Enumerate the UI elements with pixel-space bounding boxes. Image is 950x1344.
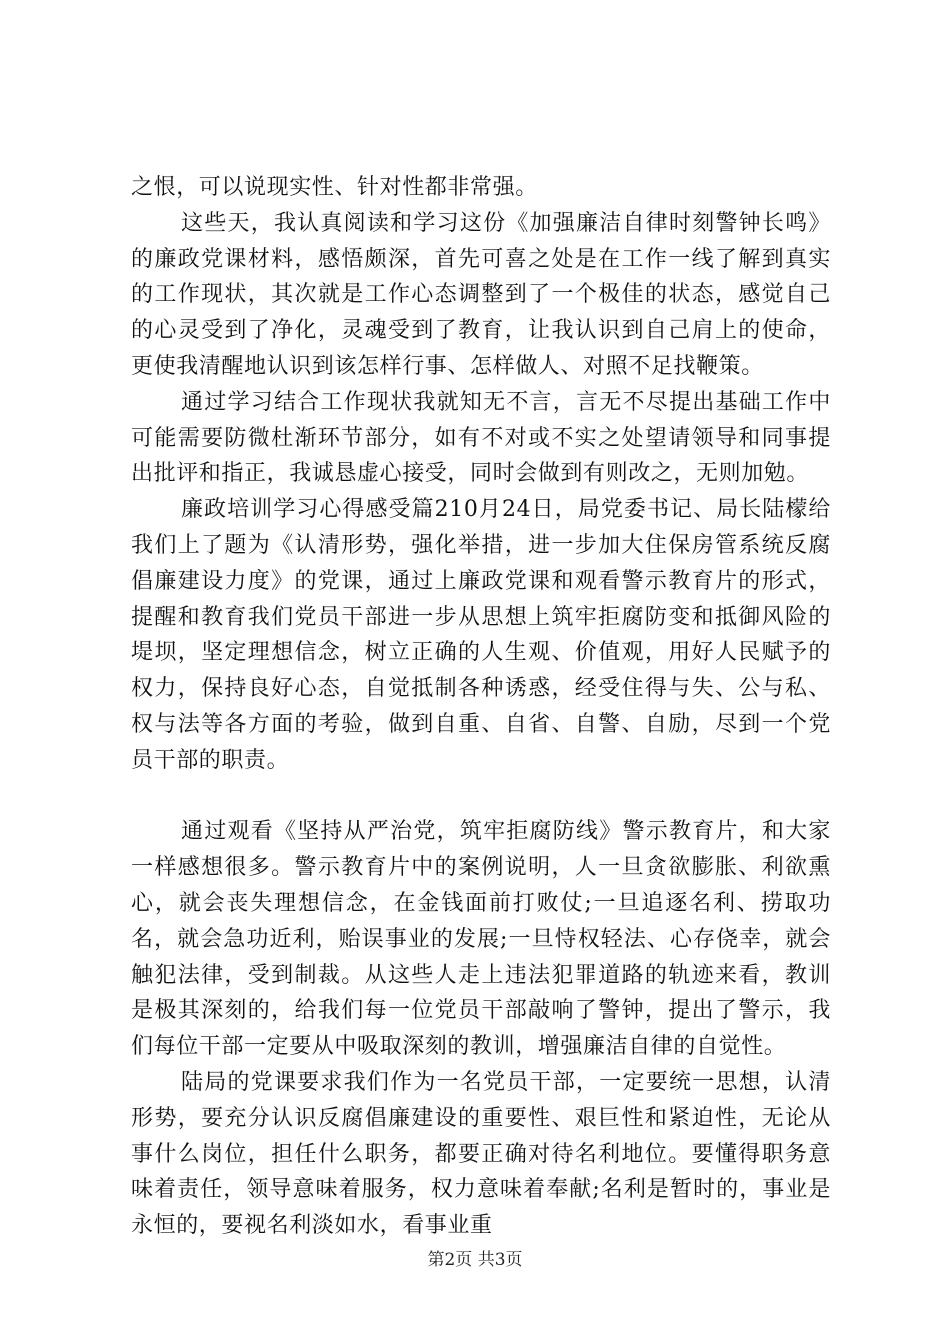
page-number-footer: 第2页 共3页: [427, 1250, 523, 1270]
paragraph-continuation: 之恨，可以说现实性、针对性都非常强。: [131, 175, 538, 200]
paragraph: 这些天，我认真阅读和学习这份《加强廉洁自律时刻警钟长鸣》的廉政党课材料，感悟颇深，首先可喜之处是在工作一线了解到真实的工作现状，其次就是工作心态调整到了一个极佳的状态，感觉自己的心灵受到了净化，灵魂受到了教育，让我认识到自己肩上的使命，更使我清醒地认识到该怎样行事、怎样做人、对照不足找鞭策。: [131, 210, 831, 379]
paragraph: 通过观看《坚持从严治党，筑牢拒腐防线》警示教育片，和大家一样感想很多。警示教育片中的案例说明，人一旦贪欲膨胀、利欲熏心，就会丧失理想信念，在金钱面前打败仗;一旦追逐名利、捞取功名，就会急功近利，贻误事业的发展;一旦恃权轻法、心存侥幸，就会触犯法律，受到制裁。从这些人走上违法犯罪道路的轨迹来看，教训是极其深刻的，给我们每一位党员干部敲响了警钟，提出了警示，我们每位干部一定要从中吸取深刻的教训，增强廉洁自律的自觉性。: [131, 819, 831, 1060]
paragraph: 通过学习结合工作现状我就知无不言，言无不尽提出基础工作中可能需要防微杜渐环节部分，如有不对或不实之处望请领导和同事提出批评和指正，我诚恳虚心接受，同时会做到有则改之，无则加勉。: [131, 389, 831, 487]
paragraph: 廉政培训学习心得感受篇210月24日，局党委书记、局长陆檬给我们上了题为《认清形势，强化举措，进一步加大住保房管系统反腐倡廉建设力度》的党课，通过上廉政党课和观看警示教育片的形式，提醒和教育我们党员干部进一步从思想上筑牢拒腐防变和抵御风险的堤坝，坚定理想信念，树立正确的人生观、价值观，用好人民赋予的权力，保持良好心态，自觉抵制各种诱惑，经受住得与失、公与私、权与法等各方面的考验，做到自重、自省、自警、自励，尽到一个党员干部的职责。: [131, 497, 831, 773]
paragraph: 陆局的党课要求我们作为一名党员干部，一定要统一思想，认清形势，要充分认识反腐倡廉建设的重要性、艰巨性和紧迫性，无论从事什么岗位，担任什么职务，都要正确对待名利地位。要懂得职务意味着责任，领导意味着服务，权力意味着奉献;名利是暂时的，事业是永恒的，要视名利淡如水，看事业重: [131, 1069, 831, 1239]
document-body: [131, 170, 831, 1244]
paragraph-gap: [131, 779, 831, 815]
